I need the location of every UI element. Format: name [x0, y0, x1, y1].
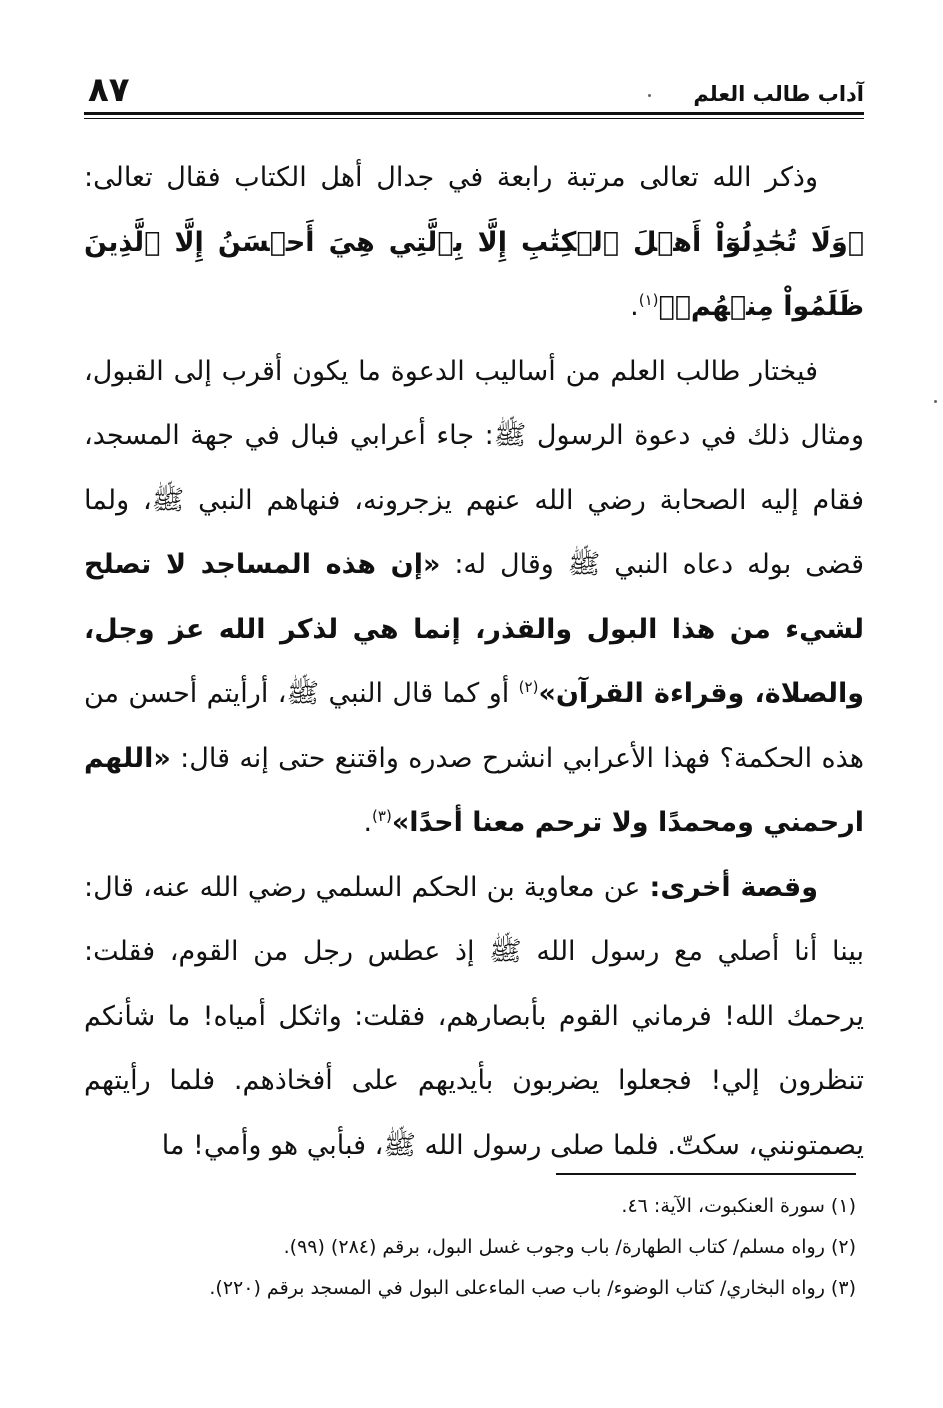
- hadith-quote-2: «اللهم ارحمني ومحمدًا ولا ترحم معنا أحدًا»: [84, 742, 864, 838]
- running-title: آداب طالب العلم: [693, 82, 864, 106]
- paragraph-2-text: فيختار طالب العلم من أساليب الدعوة ما يكون أقرب إلى القبول، ومثال ذلك في دعوة الرسول ﷺ: جاء أعرابي فبال في جهة المسجد، فقام إليه الصحابة رضي الله عنهم يزجرونه، فنهاهم النبي ﷺ، ولما قضى بوله دعاه النبي ﷺ وقال له:: [84, 355, 864, 580]
- footnote-2: (٢) رواه مسلم/ كتاب الطهارة/ باب وجوب غسل البول، برقم (٢٨٤) (٩٩).: [283, 1236, 856, 1258]
- footnotes: [84, 1186, 856, 1309]
- scan-speck: [648, 94, 651, 97]
- paragraph-2: [84, 340, 864, 856]
- hadith-quote-1: «إن هذه المساجد لا تصلح لشيء من هذا البول والقذر، إنما هي لذكر الله عز وجل، والصلاة، وقراءة القرآن»: [84, 549, 864, 709]
- quran-verse: ﴿وَلَا تُجَٰدِلُوٓاْ أَهۡلَ ٱلۡكِتَٰبِ إِلَّا بِٱلَّتِي هِيَ أَحۡسَنُ إِلَّا ٱلَّذِينَ ظَلَمُواْ مِنۡهُمۡ﴾: [84, 226, 864, 322]
- paragraph-1: [84, 146, 864, 340]
- paragraph-3: [84, 856, 864, 1179]
- page-header: [84, 66, 864, 114]
- paragraph-3-text: عن معاوية بن الحكم السلمي رضي الله عنه، قال: بينا أنا أصلي مع رسول الله ﷺ إذ عطس رجل من القوم، فقلت: يرحمك الله! فرماني القوم بأبصارهم، فقلت: واثكل أمياه! ما شأنكم تنظرون إلي! فجعلوا يضربون بأيديهم على أفخاذهم. فلما رأيتهم يصمتونني، سكتّ. فلما صلى رسول الله ﷺ، فبأبي هو وأمي! ما: [84, 871, 864, 1161]
- footnote-ref-3: (٣): [372, 807, 392, 825]
- footnote-rule: [556, 1173, 856, 1175]
- header-rule-thin: [84, 118, 864, 119]
- footnote-ref-2: (٢): [518, 678, 539, 696]
- paragraph-1-end: .: [630, 291, 639, 322]
- footnote-1: (١) سورة العنكبوت، الآية: ٤٦.: [621, 1195, 856, 1217]
- paragraph-3-lead: وقصة أخرى:: [649, 871, 818, 903]
- footnote-3: (٣) رواه البخاري/ كتاب الوضوء/ باب صب الماءعلى البول في المسجد برقم (٢٢٠).: [209, 1277, 856, 1299]
- paragraph-2-end: .: [363, 807, 373, 838]
- page-number: ٨٧: [88, 70, 130, 110]
- header-rule: [84, 112, 864, 115]
- paragraph-1-text: وذكر الله تعالى مرتبة رابعة في جدال أهل الكتاب فقال تعالى:: [84, 162, 818, 193]
- footnote-ref-1: (١): [638, 291, 659, 309]
- paragraph-2-mid: أو كما قال النبي ﷺ، أرأيتم أحسن من هذه الحكمة؟ فهذا الأعرابي انشرح صدره واقتنع حتى إنه قال:: [84, 678, 864, 774]
- body-text: [84, 146, 864, 1178]
- scan-speck: [934, 400, 937, 403]
